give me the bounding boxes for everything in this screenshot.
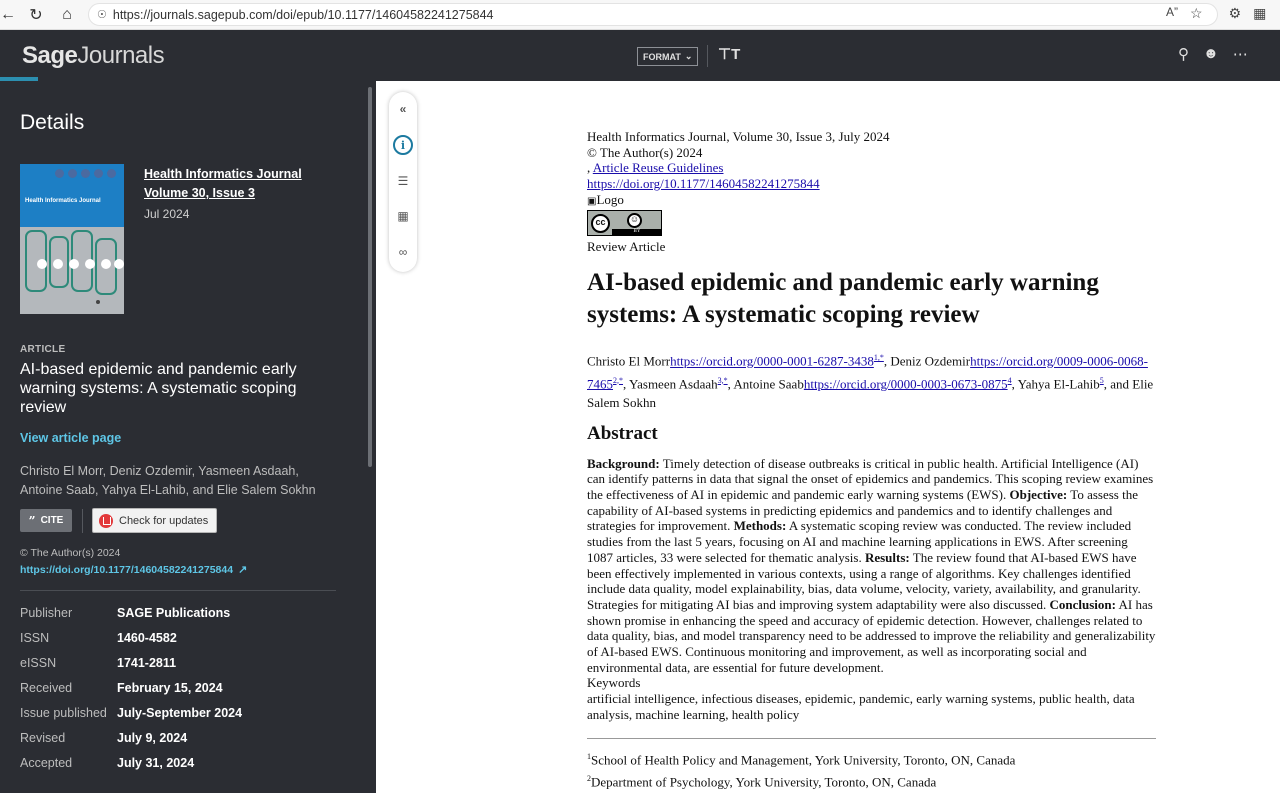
affiliation-footnote: $^2$Department of Psychology, York University, Toronto, ON, Canada xyxy=(587,773,937,789)
meta-row-eissn: eISSN 1741-2811 xyxy=(20,656,177,670)
abstract-text: Background: Timely detection of disease outbreaks is critical in public health. Artificial Intelligence (AI) can identify patterns in data that signal the onset of epidemics and pandemics. This scoping review examines the effectiveness of AI in epidemic and pandemic early warning systems (EWS). Objective: To assess the capability of AI-based systems in predicting epidemics and pandemics and to identify challenges and strategies for improvement. Methods: A systematic scoping review was conducted. The review included studies from the last 5 years, focusing on AI and machine learning applications in EWS. After screening 1087 articles, 33 were selected for thematic analysis. Results: The review found that AI-based EWS have been effectively implemented in various contexts, using a range of algorithms. Key challenges identified include data quality, model explainability, bias, data volume, velocity, variety, availability, and granularity. Strategies for mitigating AI bias and improving system adaptability were also discussed. Conclusion: AI has shown promise in enhancing the speed and accuracy of epidemic detection. However, challenges related to data quality, bias, and model transparency need to be addressed to improve the reliability and generalizability of AI-based EWS. Continuous monitoring and improvement, as well as incorporating social and environmental data, are essential for future development. Keywords artificial intelligence, infectious diseases, epidemic, pandemic, early warning systems, public health, data analysis, machine learning, health policy xyxy=(587,455,1156,722)
sidebar-doi-link[interactable]: https://doi.org/10.1177/14604582241275844 ↗ xyxy=(20,563,248,576)
header-divider xyxy=(707,45,708,67)
text-size-icon[interactable]: ⊤T xyxy=(718,46,741,63)
journal-date: Jul 2024 xyxy=(144,207,190,221)
article-main-title: AI-based epidemic and pandemic early warning systems: A systematic scoping review xyxy=(587,269,1099,329)
meta-row-issn: ISSN 1460-4582 xyxy=(20,631,177,645)
site-header xyxy=(0,30,1280,81)
back-icon[interactable]: ← xyxy=(0,6,16,23)
meta-row-received: Received February 15, 2024 xyxy=(20,681,223,695)
sage-journals-logo[interactable]: SageJournals xyxy=(22,42,165,69)
reload-icon[interactable]: ↻ xyxy=(29,7,43,24)
lock-icon: ☉ xyxy=(97,9,107,21)
details-title: Details xyxy=(20,111,85,134)
journal-citation-line: Health Informatics Journal, Volume 30, Issue 3, July 2024 xyxy=(587,129,890,144)
quote-icon: ” xyxy=(28,513,36,528)
meta-row-accepted: Accepted July 31, 2024 xyxy=(20,756,195,770)
logo-placeholder: ▣Logo xyxy=(587,191,624,207)
reader-tool-rail xyxy=(389,92,417,272)
affiliation-footnote: $^1$School of Health Policy and Management, York University, Toronto, ON, Canada xyxy=(587,751,1016,767)
cite-label: CITE xyxy=(40,515,64,526)
sidebar-authors: Christo El Morr, Deniz Ozdemir, Yasmeen Asdaah, Antoine Saab, Yahya El-Lahib, and Elie Salem Sokhn xyxy=(20,464,316,497)
update-label: Check for updates xyxy=(119,514,209,527)
article-body: Health Informatics Journal, Volume 30, Issue 3, July 2024 © The Author(s) 2024 , Article Reuse Guidelines https://doi.org/10.1177/14604582241275844 ▣Logo cc ☺ BY Review Article AI-based epidemic and pandemic early warning systems: A systematic scoping review Christo El $Morrhttps://orcid.org/0000-0001-6287-3438^{1,*}$, Deniz $Ozdemirhttps://orcid.org/0009-0006-0068-7465^{2,*}$, Yasmeen Asdaah$^{3,*}$, Antoine Saabhttps://orcid.org/0000-0003-0673-0875$^4$, Yahya El-Lahib$^5$, and Elie Salem Sokhn Abstract Background: Timely detection of disease outbreaks is critical in public health. Artificial Intelligence (AI) can identify patterns in data that signal the onset of epidemics and pandemics. This scoping review examines the effectiveness of AI in epidemic and pandemic early warning systems (EWS). Objective: To assess the capability of AI-based systems in predicting epidemics and pandemics and to identify challenges and strategies for improvement. Methods: A systematic scoping review was conducted. The review included studies from the last 5 years, focusing on AI and machine learning applications in EWS. After screening 1087 articles, 33 were selected for thematic analysis. Results: The review found that AI-based EWS have been effectively implemented in various contexts, using a range of algorithms. Key challenges identified include data quality, model explainability, bias, data volume, velocity, variety, availability, and granularity. Strategies for mitigating AI bias and improving system adaptability were also discussed. Conclusion: AI has shown promise in enhancing the speed and accuracy of epidemic detection. However, challenges related to data quality, bias, and model transparency need to be addressed to improve the reliability and generalizability of AI-based EWS. Continuous monitoring and improvement, as well as incorporating social and environmental data, are essential for future development. Keywords artificial intelligence, infectious diseases, epidemic, pandemic, early warning systems, public health, data analysis, machine learning, health policy $^1$School of Health Policy and Management, York University, Toronto, ON, Canada $^2$Department of Psychology, York University, Toronto, ON, Canada xyxy=(587,129,1156,789)
keywords-label: Keywords xyxy=(587,675,641,691)
broken-image-icon: ▣ xyxy=(587,195,597,207)
footnote-divider xyxy=(587,738,1156,739)
more-icon[interactable]: ⋯ xyxy=(1232,46,1248,63)
cc-by-license-icon[interactable]: cc ☺ BY xyxy=(587,210,662,236)
keywords-list: artificial intelligence, infectious diseases, epidemic, pandemic, early warning systems, public health, data analysis, machine learning, health policy xyxy=(587,691,1135,722)
chevron-down-icon: ⌄ xyxy=(684,51,693,61)
meta-row-revised: Revised July 9, 2024 xyxy=(20,731,188,745)
article-label: ARTICLE xyxy=(20,344,66,355)
extensions-icon[interactable]: ⚙ xyxy=(1228,5,1242,21)
format-label: FORMAT xyxy=(643,51,681,62)
format-dropdown[interactable] xyxy=(637,47,698,66)
journal-issue-link[interactable]: Health Informatics Journal Volume 30, Issue 3 xyxy=(144,167,302,200)
details-sidebar xyxy=(0,81,376,793)
info-icon[interactable]: i xyxy=(393,135,413,155)
contents-list-icon[interactable]: ☰ xyxy=(397,174,409,188)
search-icon[interactable]: ⚲ xyxy=(1178,46,1189,63)
meta-row-publisher: Publisher SAGE Publications xyxy=(20,606,231,620)
cover-artwork xyxy=(20,227,124,314)
abstract-heading: Abstract xyxy=(587,422,658,444)
publication-metadata xyxy=(20,604,350,779)
orcid-link[interactable]: https://orcid.org/0000-0001-6287-3438 xyxy=(670,353,874,369)
link-icon[interactable]: ∞ xyxy=(398,245,408,259)
external-link-icon: ↗ xyxy=(238,564,248,576)
crossmark-icon xyxy=(99,514,113,528)
article-authors: Christo El $Morrhttps://orcid.org/0000-0001-6287-3438^{1,*}$, Deniz $Ozdemirhttps://orcid.org/0009-0006-0068-7465^{2,*}$, Yasmeen Asdaah$^{3,*}$, Antoine Saabhttps://orcid.org/0000-0003-0673-0875$^4$, Yahya El-Lahib$^5$, and Elie Salem Sokhn xyxy=(587,353,1154,410)
browser-toolbar xyxy=(0,0,1280,30)
article-doi-link[interactable]: https://doi.org/10.1177/14604582241275844 xyxy=(587,176,820,192)
button-divider xyxy=(82,509,83,533)
check-for-updates-button[interactable] xyxy=(92,508,217,533)
home-icon[interactable]: ⌂ xyxy=(62,6,72,23)
journal-cover-image[interactable] xyxy=(20,164,124,314)
cite-button[interactable] xyxy=(20,509,72,532)
orcid-link[interactable]: https://orcid.org/0000-0003-0673-0875 xyxy=(803,375,1008,391)
favorite-star-icon[interactable]: ☆ xyxy=(1190,5,1203,21)
view-article-link[interactable]: View article page xyxy=(20,431,122,445)
sidebar-scrollbar[interactable] xyxy=(368,87,372,467)
read-aloud-icon[interactable]: A” xyxy=(1166,5,1178,19)
url-text: https://journals.sagepub.com/doi/epub/10.1177/14604582241275844 xyxy=(112,7,494,22)
reuse-guidelines-link[interactable]: Article Reuse Guidelines xyxy=(592,160,724,176)
sidebar-divider xyxy=(20,590,336,591)
figures-image-icon[interactable]: ▦ xyxy=(397,209,409,223)
meta-row-issue-published: Issue published July-September 2024 xyxy=(20,706,243,720)
cc-by-label: BY xyxy=(612,229,662,235)
collapse-sidebar-icon[interactable]: « xyxy=(399,102,407,116)
cover-title-text: Health Informatics Journal xyxy=(25,198,101,204)
user-add-icon[interactable]: ☻ xyxy=(1203,45,1219,62)
sidebar-copyright: © The Author(s) 2024 xyxy=(20,547,121,559)
cover-dots xyxy=(55,169,116,178)
collections-icon[interactable]: ▦ xyxy=(1253,5,1267,21)
article-type: Review Article xyxy=(587,238,666,254)
article-title: AI-based epidemic and pandemic early warning systems: A systematic scoping review xyxy=(20,361,297,416)
article-copyright: © The Author(s) 2024 xyxy=(587,144,703,160)
address-bar[interactable] xyxy=(88,3,1218,26)
orcid-link[interactable]: https://orcid.org/0009-0006-0068-7465 xyxy=(587,353,1148,391)
